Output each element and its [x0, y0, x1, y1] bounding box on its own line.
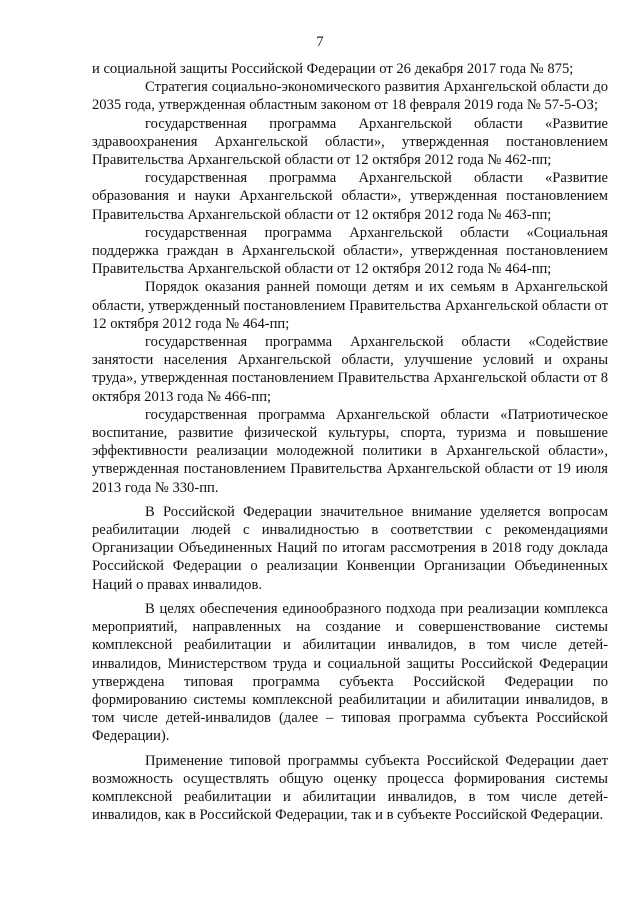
- paragraph-rehabilitation-attention: В Российской Федерации значительное внимание уделяется вопросам реабилитации людей с инвалидностью в соответствии с рекомендациями Организации Объединенных Наций по итогам рассмотрения в 2018 году доклада Российской Федерации о реализации Конвенции Организации Объединенных Наций о правах инвалидов.: [92, 503, 608, 593]
- page-number: 7: [316, 34, 324, 50]
- paragraph-program-healthcare: государственная программа Архангельской области «Развитие здравоохранения Архангельской области», утвержденная постановлением Правительства Архангельской области от 12 октября 2012 года № 462-пп;: [92, 115, 608, 169]
- paragraph-continuation: и социальной защиты Российской Федерации от 26 декабря 2017 года № 875;: [92, 61, 574, 77]
- paragraph-program-education: государственная программа Архангельской области «Развитие образования и науки Архангельской области», утвержденная постановлением Правительства Архангельской области от 12 октября 2012 года № 463-пп;: [92, 170, 608, 223]
- document-body: [92, 60, 608, 824]
- paragraph-typical-program: В целях обеспечения единообразного подхода при реализации комплекса мероприятий, направленных на создание и совершенствование системы комплексной реабилитации и абилитации инвалидов, в том числе детей-инвалидов, Министерством труда и социальной защиты Российской Федерации утверждена типовая программа субъекта Российской Федерации по формированию системы комплексной реабилитации и абилитации инвалидов, в том числе детей-инвалидов (далее – типовая программа субъекта Российской Федерации).: [92, 600, 608, 745]
- paragraph-program-patriotic: государственная программа Архангельской области «Патриотическое воспитание, развитие физической культуры, спорта, туризма и повышение эффективности реализации молодежной политики в Архангельской области», утвержденная постановлением Правительства Архангельской области от 19 июля 2013 года № 330-пп.: [92, 406, 608, 496]
- paragraph-strategy: Стратегия социально-экономического развития Архангельской области до 2035 года, утвержденная областным законом от 18 февраля 2019 года № 57-5-ОЗ;: [92, 79, 608, 114]
- paragraph-program-employment: государственная программа Архангельской области «Содействие занятости населения Архангельской области, улучшение условий и охраны труда», утвержденная постановлением Правительства Архангельской области от 8 октября 2013 года № 466-пп;: [92, 334, 608, 405]
- paragraph-early-help-order: Порядок оказания ранней помощи детям и их семьям в Архангельской области, утвержденный постановлением Правительства Архангельской области от 12 октября 2012 года № 464-пп;: [92, 279, 608, 332]
- paragraph-program-application: Применение типовой программы субъекта Российской Федерации дает возможность осуществлять общую оценку процесса формирования системы комплексной реабилитации и абилитации инвалидов, в том числе детей-инвалидов, как в Российской Федерации, так и в субъекте Российской Федерации.: [92, 752, 608, 824]
- paragraph-program-social-support: государственная программа Архангельской области «Социальная поддержка граждан в Архангельской области», утвержденная постановлением Правительства Архангельской области от 12 октября 2012 года № 464-пп;: [92, 224, 608, 278]
